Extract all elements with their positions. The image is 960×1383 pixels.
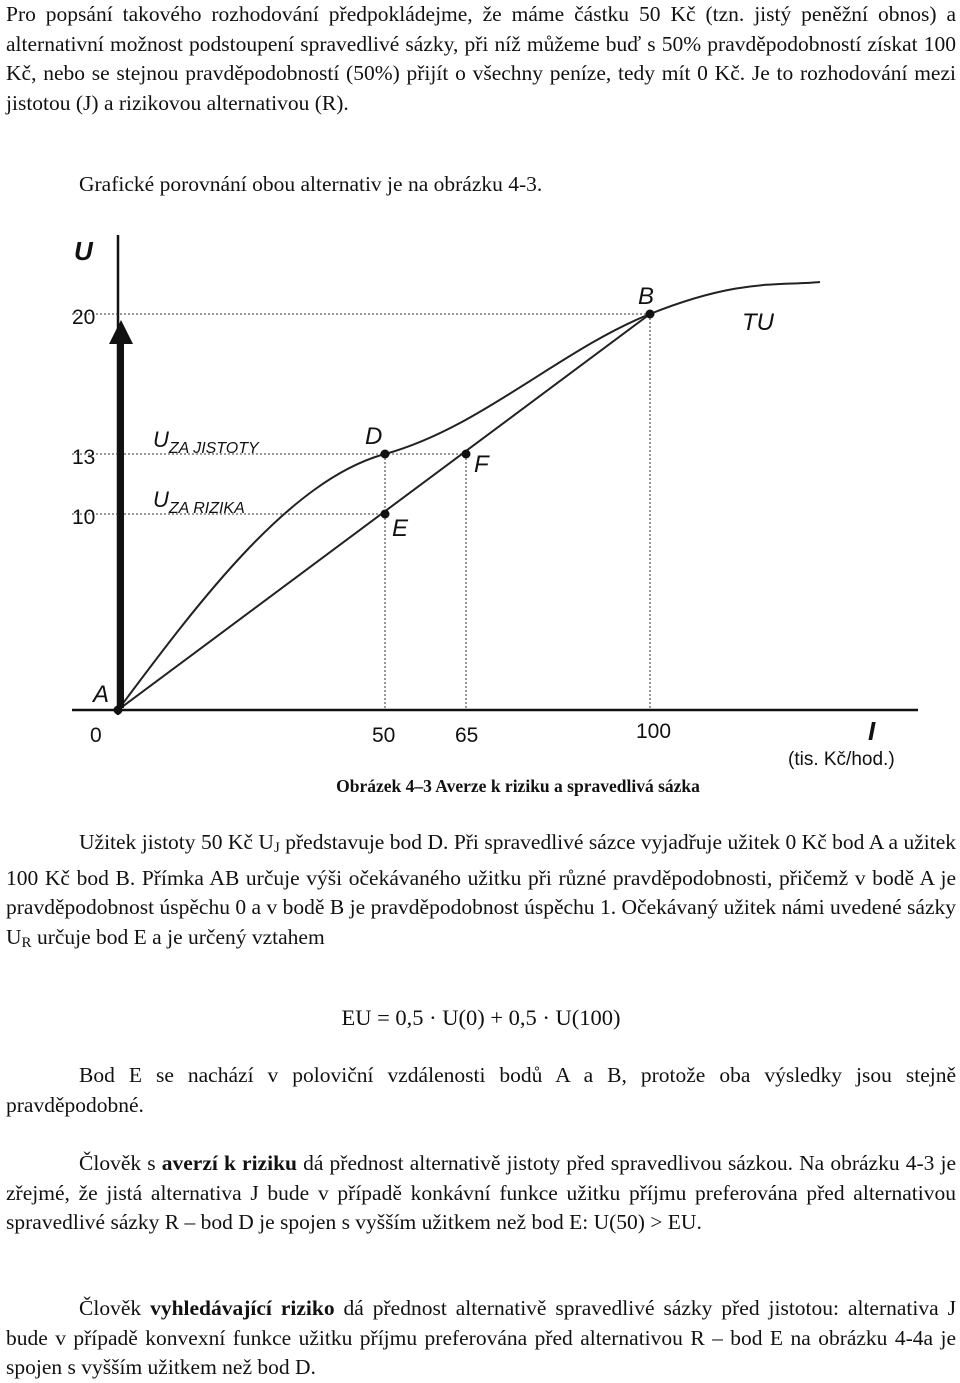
paragraph-averze: Člověk s averzí k riziku dá přednost alternativě jistoty před spravedlivou sázkou. Na obrázku 4-3 je zřejmé, že jistá alternativa J bude v případě konkávní funkce užitku příjmu preferována před alternativou spravedlivé sázky R – bod D je spojen s vyšším užitkem než bod E: U(50) > EU. — [6, 1151, 957, 1234]
paragraph-vyhledavani: Člověk vyhledávající riziko dá přednost alternativě spravedlivé sázky před jistotou: alternativa J bude v případě konvexní funkce užitku příjmu preferována před alternativou R – bod E na obrázku 4-4a je spojen s vyšším užitkem než bod D. — [6, 1296, 956, 1379]
label-tu: TU — [742, 309, 774, 336]
point-d — [381, 450, 390, 459]
term-vyhledavajici: vyhledávající riziko — [150, 1296, 335, 1320]
point-e — [381, 510, 390, 519]
label-u-jistoty: $U_{ZA JISTOTY}$ — [153, 427, 259, 457]
point-a — [114, 706, 123, 715]
label-a: A — [93, 681, 110, 708]
point-f — [462, 450, 471, 459]
intro-paragraph — [6, 0, 956, 118]
x-tick-65: 65 — [455, 724, 479, 747]
y-axis-label: U — [74, 236, 93, 266]
x-axis-unit: (tis. Kč/hod.) — [788, 749, 895, 770]
label-f: F — [474, 451, 489, 478]
label-d: D — [365, 423, 383, 450]
y-tick-0: 0 — [90, 724, 102, 747]
label-b: B — [638, 283, 655, 310]
paragraph-bod-e: Bod E se nachází v poloviční vzdálenosti bodů A a B, protože oba výsledky jsou stejně pravděpodobné. — [6, 1063, 956, 1117]
figure-lead: Grafické porovnání obou alternativ je na obrázku 4-3. — [79, 172, 543, 196]
x-axis-label: I — [868, 716, 876, 746]
label-u-riziku: $U_{ZA RIZIKA}$ — [153, 487, 245, 517]
tu-curve — [118, 282, 820, 710]
label-e: E — [392, 515, 409, 542]
intro-text: Pro popsání takového rozhodování předpokládejme, že máme částku 50 Kč (tzn. jistý peněžní obnos) a alternativní možnost podstoupení spravedlivé sázky, při níž můžeme buď s 50% pravděpodobností získat 100 Kč, nebo se stejnou pravděpodobností (50%) přijít o všechny peníze, tedy mít 0 Kč. Je to rozhodování mezi jistotou (J) a rizikovou alternativou (R). — [6, 2, 956, 115]
y-tick-20: 20 — [72, 306, 96, 329]
formula: EU = 0,5 · U(0) + 0,5 · U(100) — [341, 1005, 621, 1030]
figure-caption: Obrázek 4–3 Averze k riziku a spravedlivá sázka — [336, 776, 700, 796]
term-averze: averzí k riziku — [161, 1151, 297, 1175]
y-tick-10: 10 — [72, 506, 96, 529]
utility-figure — [0, 220, 960, 785]
point-b — [646, 310, 655, 319]
paragraph-bod-d: Užitek jistoty 50 Kč $U_J$ představuje bod D. Při spravedlivé sázce vyjadřuje užitek 0 Kč bod A a užitek 100 Kč bod B. Přímka AB určuje výši očekávaného užitku při různé pravděpodobnosti, přičemž v bodě A je pravděpodobnost úspěchu 0 a v bodě B je pravděpodobnost úspěchu 1. Očekávaný užitek námi uvedené sázky $U_R$ určuje bod E a je určený vztahem — [6, 830, 956, 951]
x-tick-100: 100 — [636, 720, 672, 743]
y-tick-13: 13 — [72, 446, 96, 469]
x-tick-50: 50 — [372, 724, 396, 747]
